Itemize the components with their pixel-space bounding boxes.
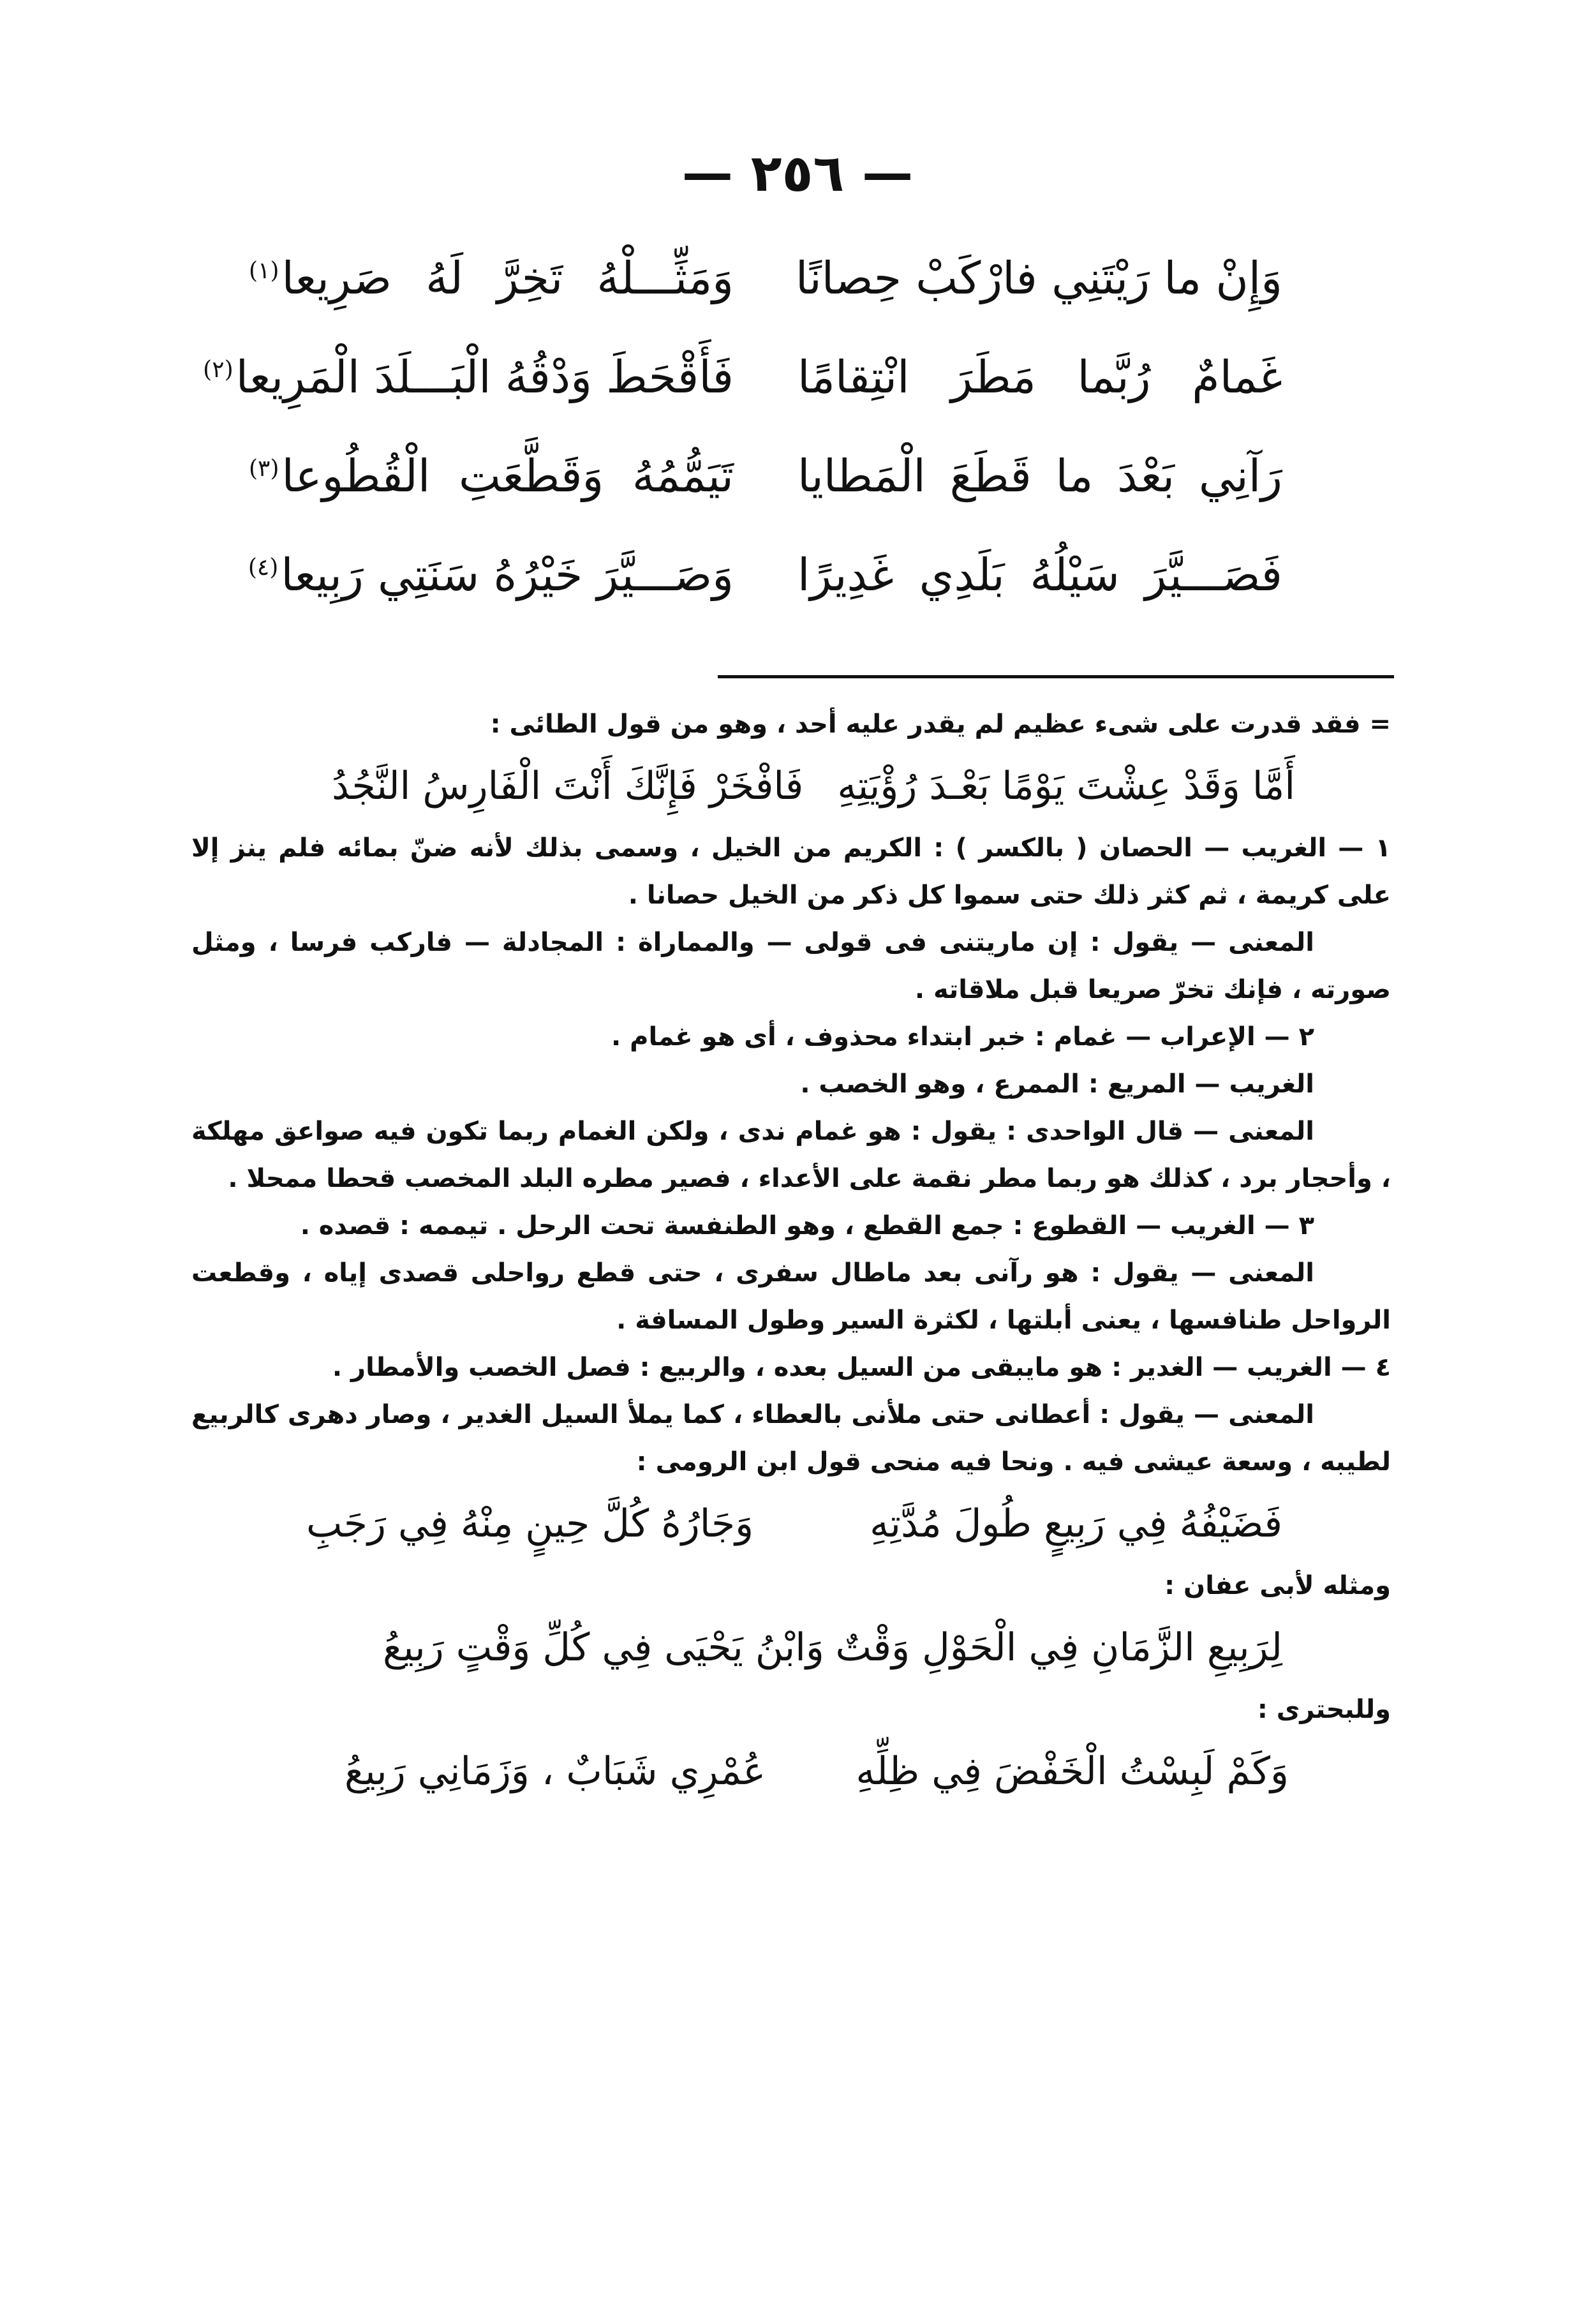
poem-verse <box>249 549 1282 648</box>
poem-verse <box>249 252 1282 351</box>
footnote-ref: (١) <box>249 257 279 284</box>
quoted-verse-second: وَجَارُهُ كُلَّ حِينٍ مِنْهُ فِي رَجَبِ <box>306 1501 754 1546</box>
quoted-verse-second: فَافْخَرْ فَإِنَّكَ أَنْتَ الْفَارِسُ النَّجُدُ <box>332 764 804 808</box>
page-number: — ٢٥٦ — <box>681 144 914 203</box>
footnote-1-maana: المعنى — يقول : إن ماريتنى فى قولى — والمماراة : المجادلة — فاركب فرسا ، ومثل صورته ، فإنك تخرّ صريعا قبل ملاقاته . <box>191 928 1391 1004</box>
footnote-3-maana: المعنى — يقول : هو رآنى بعد ماطال سفرى ، حتى قطع رواحلى قصدى إياه ، وقطعت الرواحل طنافسها ، يعنى أبلتها ، لكثرة السير وطول المسافة . <box>191 1258 1391 1335</box>
verse-first-hemistich: رَآنِي بَعْدَ ما قَطَعَ الْمَطايا <box>798 450 1282 502</box>
quoted-verse-first: فَضَيْفُهُ فِي رَبِيعٍ طُولَ مُدَّتِهِ <box>870 1501 1282 1546</box>
footnote-4-gharib: ٤ — الغريب — الغدير : هو مايبقى من السيل بعده ، والربيع : فصل الخصب والأمطار . <box>332 1353 1391 1382</box>
footnotes <box>191 701 1391 1810</box>
footnote-ref: (٣) <box>249 455 279 482</box>
poem-verse <box>203 351 1282 450</box>
footnote-4-maana: المعنى — يقول : أعطانى حتى ملأنى بالعطاء ، كما يملأ السيل الغدير ، وصار دهرى كالربيع لطيبه ، وسعة عيشى فيه . ونحا فيه منحى قول ابن الرومى : <box>191 1400 1391 1477</box>
quoted-verse <box>332 748 1295 824</box>
quoted-verse <box>383 1609 1282 1686</box>
poem-verse <box>249 450 1282 549</box>
footnote-continuation: = فقد قدرت على شىء عظيم لم يقدر عليه أحد ، وهو من قول الطائى : <box>490 710 1391 739</box>
quoted-verse-second: عُمْرِي شَبَابٌ ، وَزَمَانِي رَبِيعُ <box>345 1749 766 1794</box>
poem <box>203 252 1282 648</box>
footnote-2-maana: المعنى — قال الواحدى : يقول : هو غمام ندى ، ولكن الغمام ربما تكون فيه صواعق مهلكة ، وأحجار برد ، كذلك هو ربما مطر نقمة على الأعداء ، فصير مطره البلد المخصب قحطا ممحلا . <box>191 1117 1391 1193</box>
verse-first-hemistich: فَصَـــيَّرَ سَيْلُهُ بَلَدِي غَدِيرًا <box>798 549 1282 601</box>
verse-second-hemistich <box>203 351 734 403</box>
quoted-verse-first: لِرَبِيعِ الزَّمَانِ فِي الْحَوْلِ وَقْتٌ <box>835 1625 1282 1670</box>
quote-intro-buhturi: وللبحترى : <box>1257 1695 1391 1724</box>
verse-first-hemistich: غَمامٌ رُبَّما مَطَرَ انْتِقامًا <box>798 351 1282 403</box>
verse-first-hemistich: وَإِنْ ما رَيْتَنِي فارْكَبْ حِصانًا <box>795 252 1282 304</box>
footnote-2-irab: ٢ — الإعراب — غمام : خبر ابتداء محذوف ، أى هو غمام . <box>611 1022 1314 1052</box>
quote-intro-abi-affan: ومثله لأبى عفان : <box>1164 1571 1391 1600</box>
verse-second-hemistich <box>249 252 734 304</box>
verse-second-hemistich <box>249 549 734 601</box>
verse-second-text: وَمَثِّـــلْهُ تَخِرَّ لَهُ صَرِيعا <box>281 252 734 304</box>
quoted-verse-first: وَكَمْ لَبِسْتُ الْخَفْضَ فِي ظِلِّهِ <box>856 1749 1289 1794</box>
footnote-2-gharib: الغريب — المريع : الممرع ، وهو الخصب . <box>800 1069 1314 1099</box>
footnote-3-gharib: ٣ — الغريب — القطوع : جمع القطع ، وهو الطنفسة تحت الرحل . تيممه : قصده . <box>300 1211 1314 1240</box>
verse-second-text: وَصَـــيَّرَ خَيْرُهُ سَنَتِي رَبِيعا <box>281 549 734 601</box>
verse-second-text: تَيَمُّمُهُ وَقَطَّعَتِ الْقُطُوعا <box>281 450 734 502</box>
verse-second-text: فَأَقْحَطَ وَدْقُهُ الْبَـــلَدَ الْمَرِيعا <box>235 351 734 403</box>
quoted-verse <box>306 1486 1282 1562</box>
footnote-divider <box>718 675 1394 678</box>
quoted-verse <box>345 1733 1289 1810</box>
footnote-ref: (٤) <box>248 554 279 581</box>
quoted-verse-first: أَمَّا وَقَدْ عِشْتَ يَوْمًا بَعْـدَ رُؤْيَتِهِ <box>837 764 1295 808</box>
verse-second-hemistich <box>249 450 734 502</box>
footnote-ref: (٢) <box>203 356 234 383</box>
quoted-verse-second: وَابْنُ يَحْيَى فِي كُلِّ وَقْتٍ رَبِيعُ <box>383 1625 824 1670</box>
footnote-1-gharib: ١ — الغريب — الحصان ( بالكسر ) : الكريم من الخيل ، وسمى بذلك لأنه ضنّ بمائه فلم ينز إلا على كريمة ، ثم كثر ذلك حتى سموا كل ذكر من الخيل حصانا . <box>191 833 1391 910</box>
